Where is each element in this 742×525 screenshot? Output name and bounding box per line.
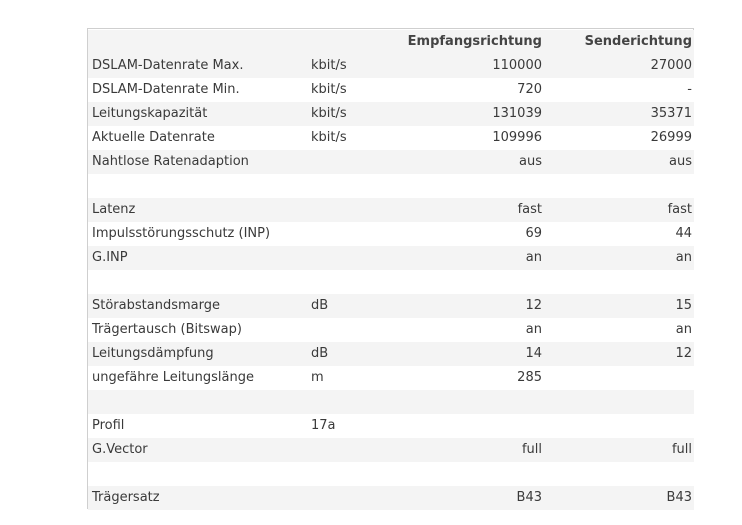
row-label: Leitungskapazität xyxy=(92,106,208,121)
row-upstream-value xyxy=(544,462,694,486)
table-row xyxy=(88,198,694,222)
table-header-row xyxy=(88,30,694,54)
row-upstream-value: 26999 xyxy=(650,130,692,145)
row-downstream-value xyxy=(387,414,544,438)
row-unit: dB xyxy=(311,346,329,361)
table-row xyxy=(88,294,694,318)
row-upstream-value: 15 xyxy=(675,298,692,313)
row-label: G.Vector xyxy=(92,442,148,457)
row-unit xyxy=(307,318,387,342)
header-label-cell xyxy=(88,30,307,54)
row-downstream-value: fast xyxy=(517,202,542,217)
row-downstream-value: 285 xyxy=(517,370,542,385)
header-unit-cell xyxy=(307,30,387,54)
row-label: DSLAM-Datenrate Min. xyxy=(92,82,240,97)
row-downstream-value: 131039 xyxy=(492,106,542,121)
row-unit xyxy=(307,438,387,462)
row-label: Nahtlose Ratenadaption xyxy=(92,154,249,169)
row-unit xyxy=(307,246,387,270)
row-unit xyxy=(307,222,387,246)
header-upstream: Senderichtung xyxy=(584,34,692,49)
table-row xyxy=(88,342,694,366)
row-upstream-value: 12 xyxy=(675,346,692,361)
table-row xyxy=(88,462,694,486)
row-downstream-value: aus xyxy=(519,154,542,169)
row-unit xyxy=(307,270,387,294)
row-downstream-value xyxy=(387,462,544,486)
row-downstream-value: an xyxy=(525,322,542,337)
table-row xyxy=(88,150,694,174)
row-downstream-value: an xyxy=(525,250,542,265)
row-label: Profil xyxy=(92,418,125,433)
row-downstream-value: 69 xyxy=(525,226,542,241)
table-row xyxy=(88,270,694,294)
row-upstream-value: 35371 xyxy=(650,106,692,121)
row-unit: kbit/s xyxy=(311,130,347,145)
row-downstream-value: B43 xyxy=(516,490,542,505)
row-upstream-value: 27000 xyxy=(650,58,692,73)
row-upstream-value: full xyxy=(671,442,692,457)
row-label xyxy=(88,390,307,414)
table-row xyxy=(88,318,694,342)
row-upstream-value: an xyxy=(675,322,692,337)
row-unit xyxy=(307,486,387,510)
row-downstream-value xyxy=(387,390,544,414)
table-row xyxy=(88,78,694,102)
row-label: Impulsstörungsschutz (INP) xyxy=(92,226,271,241)
row-label xyxy=(88,462,307,486)
dsl-info-table xyxy=(88,30,694,510)
row-label xyxy=(88,174,307,198)
row-upstream-value xyxy=(544,414,694,438)
row-label: Aktuelle Datenrate xyxy=(92,130,215,145)
table-row xyxy=(88,246,694,270)
row-unit: m xyxy=(311,370,324,385)
table-row xyxy=(88,438,694,462)
row-label: Latenz xyxy=(92,202,136,217)
row-downstream-value xyxy=(387,174,544,198)
row-unit: kbit/s xyxy=(311,106,347,121)
row-upstream-value: aus xyxy=(669,154,692,169)
table-row xyxy=(88,486,694,510)
row-label: Trägersatz xyxy=(92,490,160,505)
row-upstream-value xyxy=(544,366,694,390)
row-upstream-value: an xyxy=(675,250,692,265)
row-downstream-value: full xyxy=(521,442,542,457)
row-unit: kbit/s xyxy=(311,82,347,97)
row-upstream-value: - xyxy=(687,82,692,97)
row-unit: 17a xyxy=(311,418,336,433)
row-downstream-value: 12 xyxy=(525,298,542,313)
table-row xyxy=(88,126,694,150)
row-unit xyxy=(307,390,387,414)
row-downstream-value: 14 xyxy=(525,346,542,361)
row-unit: dB xyxy=(311,298,329,313)
row-downstream-value: 720 xyxy=(517,82,542,97)
row-downstream-value: 109996 xyxy=(492,130,542,145)
row-label: Trägertausch (Bitswap) xyxy=(92,322,242,337)
row-downstream-value: 110000 xyxy=(492,58,542,73)
row-label: Leitungsdämpfung xyxy=(92,346,214,361)
row-unit xyxy=(307,174,387,198)
row-label: Störabstandsmarge xyxy=(92,298,220,313)
row-unit xyxy=(307,198,387,222)
row-upstream-value: 44 xyxy=(675,226,692,241)
table-row xyxy=(88,366,694,390)
row-unit xyxy=(307,462,387,486)
table-row xyxy=(88,54,694,78)
row-upstream-value xyxy=(544,270,694,294)
table-row xyxy=(88,390,694,414)
row-label: DSLAM-Datenrate Max. xyxy=(92,58,244,73)
row-unit xyxy=(307,150,387,174)
row-upstream-value xyxy=(544,390,694,414)
row-label: ungefähre Leitungslänge xyxy=(92,370,254,385)
row-unit: kbit/s xyxy=(311,58,347,73)
table-row xyxy=(88,102,694,126)
row-upstream-value xyxy=(544,174,694,198)
row-upstream-value: B43 xyxy=(666,490,692,505)
row-label: G.INP xyxy=(92,250,128,265)
row-downstream-value xyxy=(387,270,544,294)
table-row xyxy=(88,222,694,246)
table-row xyxy=(88,174,694,198)
row-label xyxy=(88,270,307,294)
row-upstream-value: fast xyxy=(667,202,692,217)
table-row xyxy=(88,414,694,438)
header-downstream: Empfangsrichtung xyxy=(407,34,542,49)
